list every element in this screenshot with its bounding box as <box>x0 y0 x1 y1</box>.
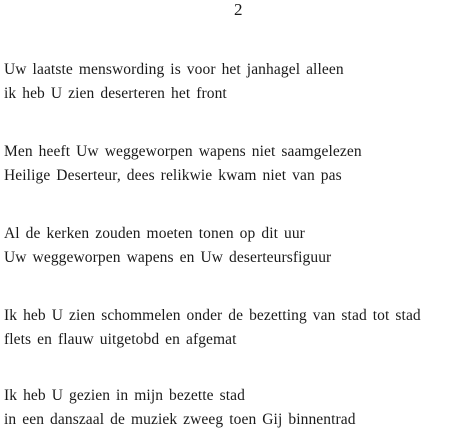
poem-line: ik heb U zien deserteren het front <box>4 85 227 102</box>
page-number: 2 <box>234 0 243 19</box>
poem-line: Heilige Deserteur, dees relikwie kwam niet van pas <box>4 167 342 184</box>
poem-stanza-4 <box>4 304 421 352</box>
poem-line: Men heeft Uw weggeworpen wapens niet saamgelezen <box>4 143 362 160</box>
poem-stanza-3 <box>4 222 331 270</box>
poem-line: Ik heb U gezien in mijn bezette stad <box>4 387 245 404</box>
poem-stanza-2 <box>4 140 362 188</box>
poem-stanza-1 <box>4 58 344 106</box>
poem-line: Uw laatste menswording is voor het janhagel alleen <box>4 61 344 78</box>
poem-line: Ik heb U zien schommelen onder de bezetting van stad tot stad <box>4 307 421 324</box>
poem-line: Uw weggeworpen wapens en Uw deserteursfiguur <box>4 249 332 266</box>
poem-line: flets en flauw uitgetobd en afgemat <box>4 331 237 348</box>
poem-line: Al de kerken zouden moeten tonen op dit uur <box>4 225 305 242</box>
poem-line: in een danszaal de muziek zweeg toen Gij binnentrad <box>4 411 356 428</box>
poem-stanza-5 <box>4 384 356 432</box>
